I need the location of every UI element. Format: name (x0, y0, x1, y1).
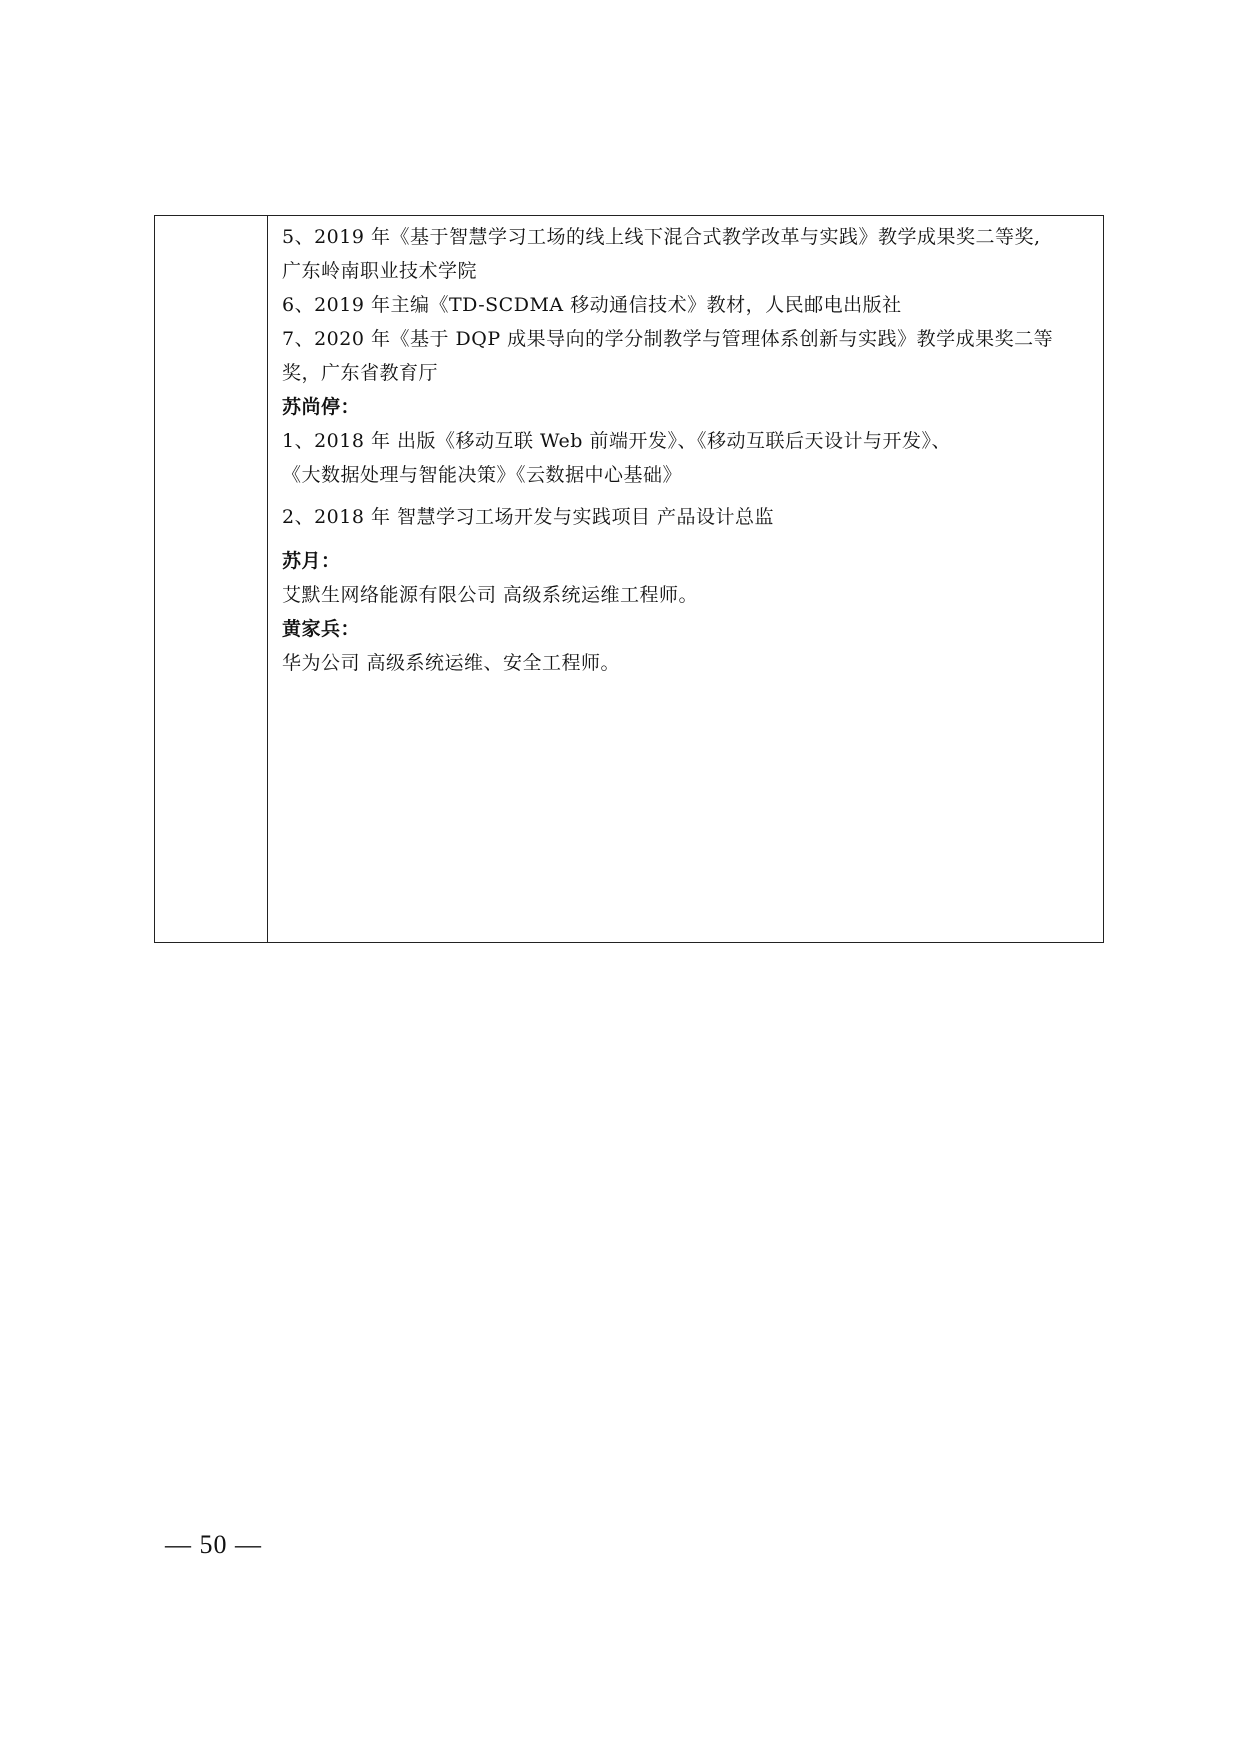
page-number: — 50 — (165, 1530, 262, 1559)
spacer (282, 492, 1095, 500)
info-table (154, 215, 1104, 943)
achievement-6: 6、2019 年主编《TD-SCDMA 移动通信技术》教材，人民邮电出版社 (282, 294, 902, 316)
person-name-huang-jiabing: 黄家兵： (282, 618, 361, 640)
person-name-su-yue: 苏月： (282, 550, 341, 572)
person-name-su-shangting: 苏尚停： (282, 396, 361, 418)
su-yue-description: 艾默生网络能源有限公司 高级系统运维工程师。 (282, 584, 699, 606)
huang-jiabing-description: 华为公司 高级系统运维、安全工程师。 (282, 652, 621, 674)
table-content-cell (268, 216, 1103, 942)
su-shangting-item-1-line-1: 1、2018 年 出版《移动互联 Web 前端开发》、《移动互联后天设计与开发》、 (282, 430, 951, 452)
table-label-cell (155, 216, 268, 942)
su-shangting-item-2: 2、2018 年 智慧学习工场开发与实践项目 产品设计总监 (282, 506, 775, 528)
achievement-7-line-2: 奖，广东省教育厅 (282, 362, 439, 384)
spacer (282, 534, 1095, 544)
su-shangting-item-1-line-2: 《大数据处理与智能决策》《云数据中心基础》 (282, 464, 683, 486)
achievement-5-line-2: 广东岭南职业技术学院 (282, 260, 478, 282)
achievement-5-line-1: 5、2019 年《基于智慧学习工场的线上线下混合式教学改革与实践》教学成果奖二等奖, (282, 226, 1041, 248)
achievement-7-line-1: 7、2020 年《基于 DQP 成果导向的学分制教学与管理体系创新与实践》教学成果奖二等 (282, 328, 1054, 350)
